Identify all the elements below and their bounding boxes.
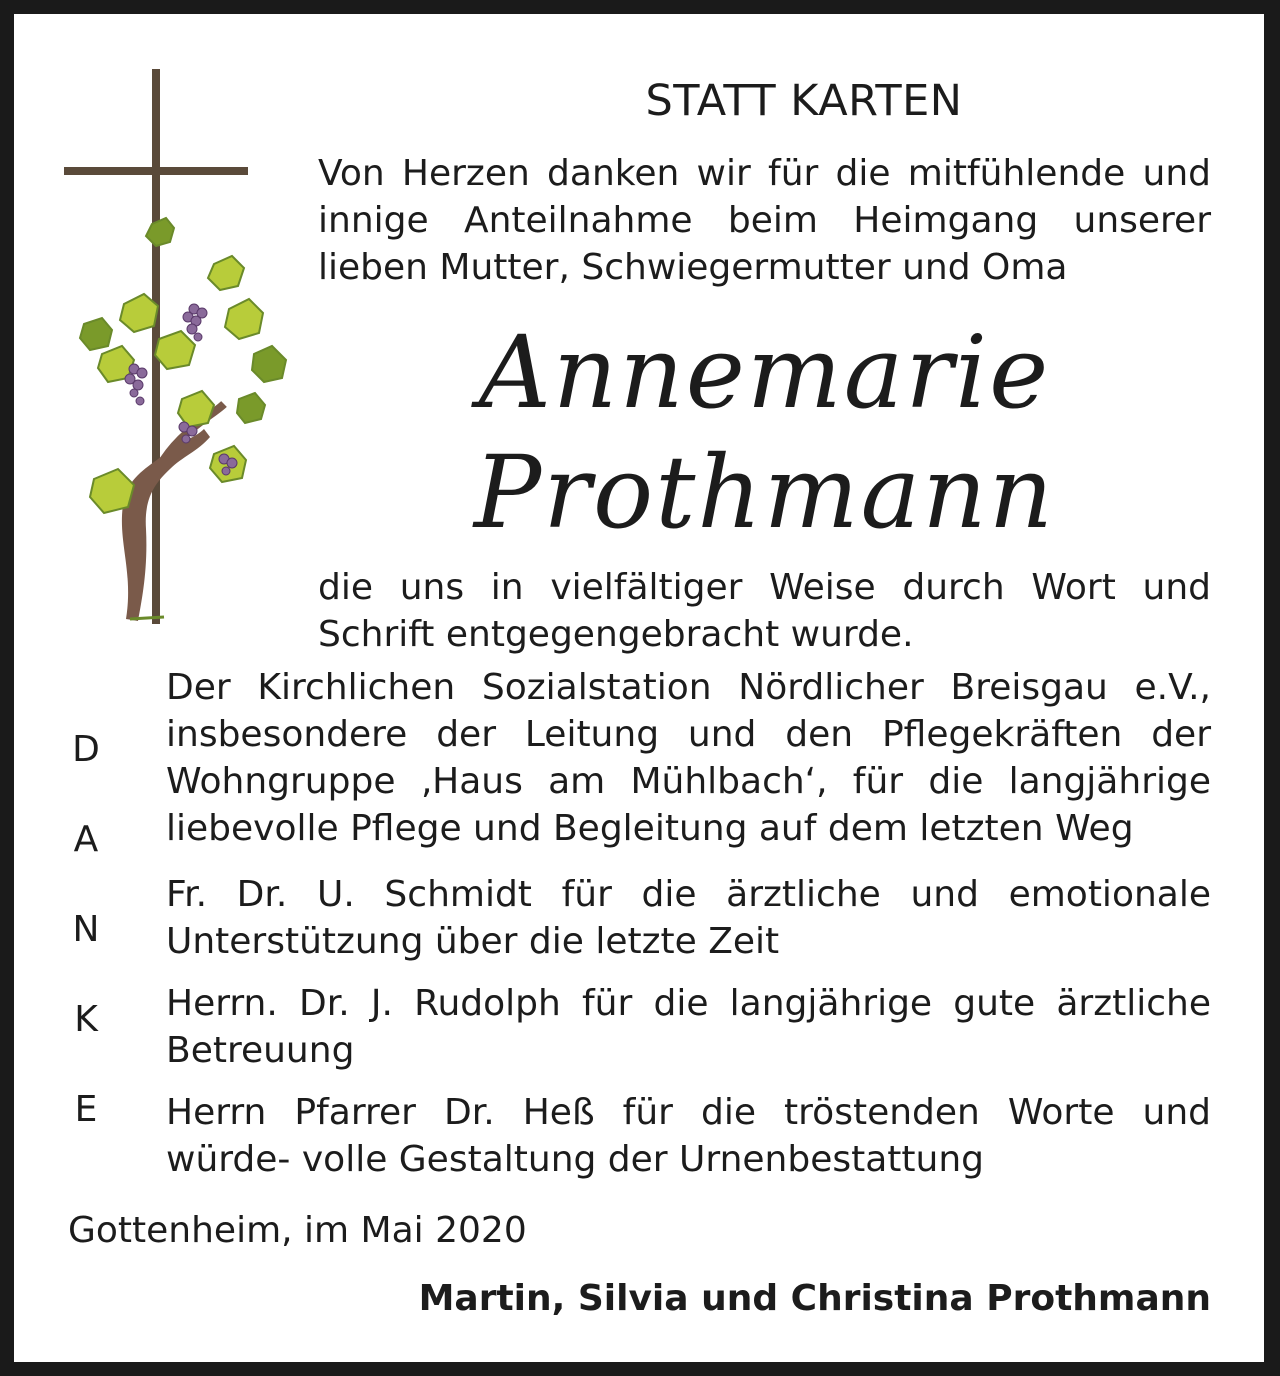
- danke-letter: N: [72, 909, 100, 950]
- notice-heading: [14, 76, 1264, 126]
- danke-letter: A: [73, 819, 99, 860]
- deceased-last-name: Prothmann: [473, 434, 1056, 551]
- signers: Martin, Silvia und Christina Prothmann: [418, 1278, 1211, 1319]
- cross-grapevine-icon: [64, 69, 294, 644]
- intro-text: Von Herzen danken wir für die mitfühlende und innige Anteilnahme beim Heimgang unserer lieben Mutter, Schwiegermutter und Oma: [318, 153, 1211, 288]
- thanks-entry: Der Kirchlichen Sozialstation Nördlicher Breisgau e.V., insbesondere der Leitung und den Pflegekräften der Wohngruppe ‚Haus am Mühlbach‘, für die langjährige liebevolle Pflege und Begleitung auf dem letzten Weg: [166, 667, 1211, 849]
- heading-text: STATT KARTEN: [645, 76, 963, 126]
- thanks-entry: Herrn Pfarrer Dr. Heß für die tröstenden Worte und würde- volle Gestaltung der Urnenbestattung: [166, 1092, 1211, 1180]
- thanks-entry: Herrn. Dr. J. Rudolph für die langjährige gute ärztliche Betreuung: [166, 983, 1211, 1071]
- outro-text: die uns in vielfältiger Weise durch Wort und Schrift entgegengebracht wurde.: [318, 567, 1211, 655]
- danke-letter: K: [74, 999, 98, 1040]
- danke-letter: D: [72, 729, 100, 770]
- deceased-first-name: Annemarie: [478, 314, 1051, 431]
- danke-letter: E: [74, 1089, 98, 1130]
- place-date: Gottenheim, im Mai 2020: [68, 1210, 527, 1251]
- obituary-card: [14, 14, 1264, 1362]
- thanks-entry: Fr. Dr. U. Schmidt für die ärztliche und emotionale Unterstützung über die letzte Zeit: [166, 874, 1211, 962]
